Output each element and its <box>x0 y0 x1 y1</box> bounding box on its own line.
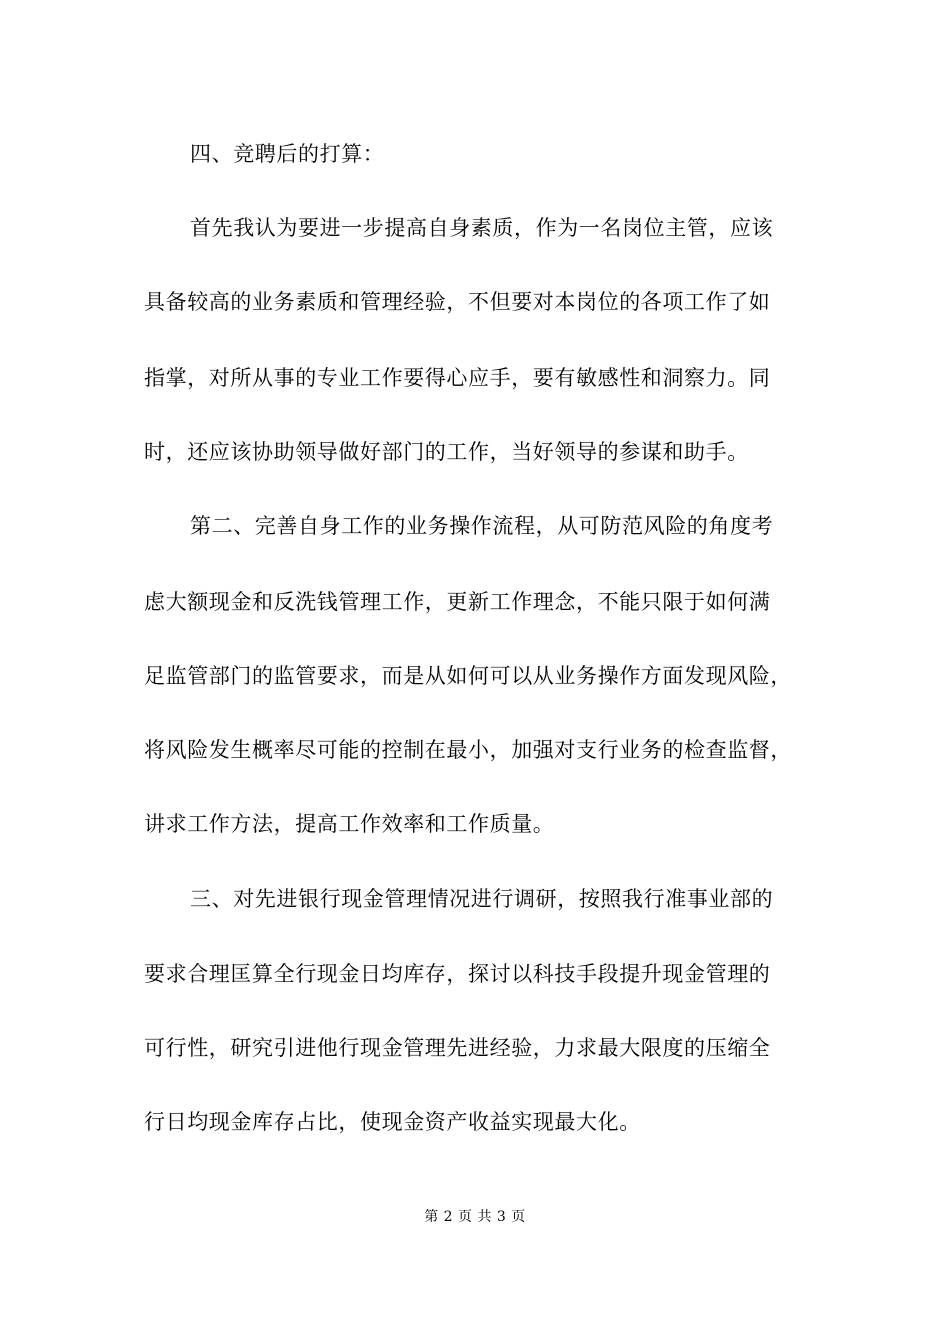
heading-section-four: 四、竞聘后的打算： <box>190 142 385 166</box>
paragraph-line: 要求合理匡算全行现金日均库存，探讨以科技手段提升现金管理的 <box>144 962 771 986</box>
paragraph-line: 时，还应该协助领导做好部门的工作，当好领导的参谋和助手。 <box>144 440 749 464</box>
paragraph-line: 虑大额现金和反洗钱管理工作，更新工作理念，不能只限于如何满 <box>144 590 771 614</box>
paragraph-line: 指掌，对所从事的专业工作要得心应手，要有敏感性和洞察力。同 <box>144 366 771 390</box>
paragraph-line: 足监管部门的监管要求，而是从如何可以从业务操作方面发现风险， <box>144 664 792 688</box>
paragraph-line: 可行性，研究引进他行现金管理先进经验，力求最大限度的压缩全 <box>144 1036 771 1060</box>
paragraph-line: 讲求工作方法，提高工作效率和工作质量。 <box>144 812 555 836</box>
page-number-footer: 第 2 页 共 3 页 <box>424 1209 526 1225</box>
paragraph-line: 具备较高的业务素质和管理经验，不但要对本岗位的各项工作了如 <box>144 290 771 314</box>
paragraph-line: 三、对先进银行现金管理情况进行调研，按照我行准事业部的 <box>190 887 774 911</box>
paragraph-line: 将风险发生概率尽可能的控制在最小，加强对支行业务的检查监督， <box>144 738 792 762</box>
paragraph-line: 首先我认为要进一步提高自身素质，作为一名岗位主管，应该 <box>190 216 774 240</box>
paragraph-line: 第二、完善自身工作的业务操作流程，从可防范风险的角度考 <box>190 514 774 538</box>
paragraph-line: 行日均现金库存占比，使现金资产收益实现最大化。 <box>144 1110 641 1134</box>
